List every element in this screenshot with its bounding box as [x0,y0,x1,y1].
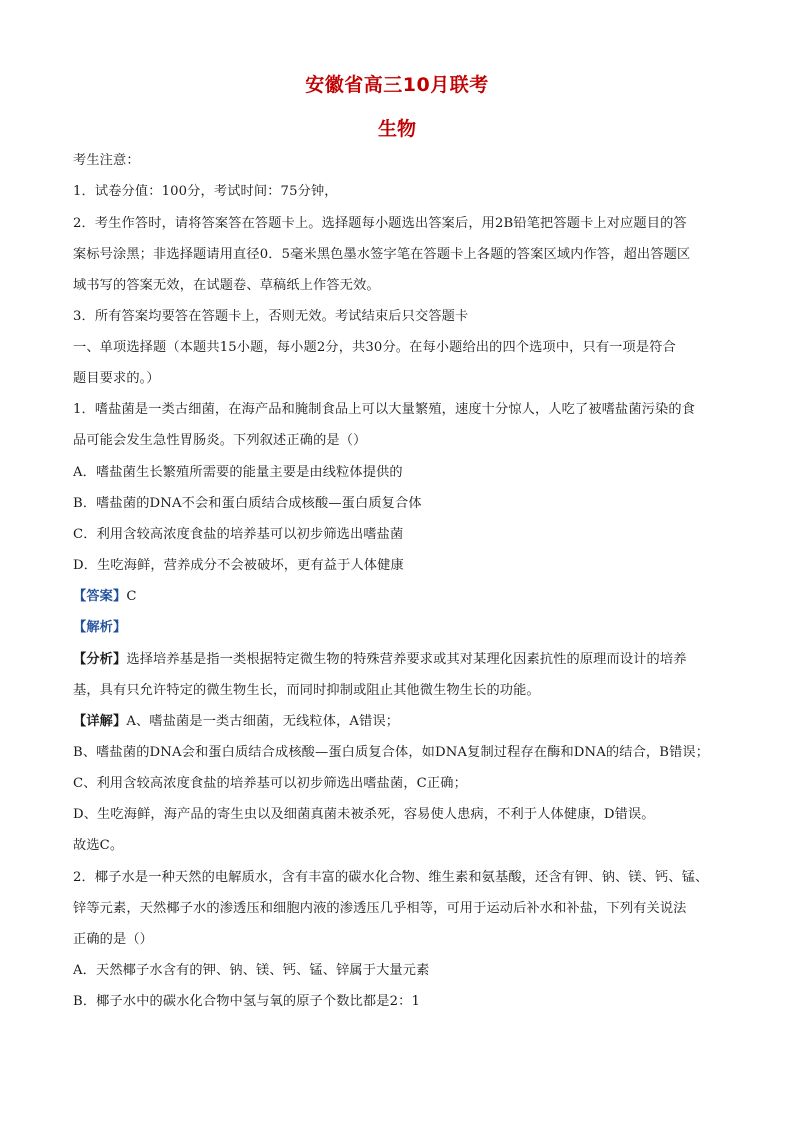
analysis-tag: 【解析】 [73,620,127,635]
q1-analysis [73,619,126,637]
q2-stem-line-2: 锌等元素，天然椰子水的渗透压和细胞内液的渗透压几乎相等，可用于运动后补水和补盐，下列有关说法 [73,901,687,916]
notice-item-3: 3．所有答案均要答在答题卡上，否则无效。考试结束后只交答题卡 [73,309,469,324]
exam-title: 安徽省高三10月联考 [305,74,489,96]
section-1-heading-line-2: 题目要求的。） [73,371,160,386]
notice-item-2-line-1: 2．考生作答时，请将答案答在答题卡上。选择题每小题选出答案后，用2B铅笔把答题卡上对应题目的答 [73,216,687,231]
q1-option-a: A．嗜盐菌生长繁殖所需要的能量主要是由线粒体提供的 [73,465,403,480]
q1-option-b: B．嗜盐菌的DNA不会和蛋白质结合成核酸—蛋白质复合体 [73,496,422,511]
notice-item-2-line-3: 域书写的答案无效，在试题卷、草稿纸上作答无效。 [73,278,380,293]
q1-stem-line-1: 1．嗜盐菌是一类古细菌，在海产品和腌制食品上可以大量繁殖，速度十分惊人，人吃了被嗜盐菌污染的食 [73,402,696,417]
section-1-heading-line-1: 一、单项选择题（本题共15小题，每小题2分，共30分。在每小题给出的四个选项中，只有一项是符合 [73,340,676,355]
q1-option-c: C．利用含较高浓度食盐的培养基可以初步筛选出嗜盐菌 [73,527,404,542]
subject-title: 生物 [377,118,416,140]
q1-fenxi-line-2: 基，具有只允许特定的微生物生长，而同时抑制或阻止其他微生物生长的功能。 [73,683,540,698]
q1-xiangjie-d: D、生吃海鲜，海产品的寄生虫以及细菌真菌未被杀死，容易使人患病，不利于人体健康，D错误。 [73,807,655,822]
q1-fenxi-line-1 [73,651,687,669]
q1-xiangjie-b: B、嗜盐菌的DNA会和蛋白质结合成核酸—蛋白质复合体，如DNA复制过程存在酶和DNA的结合，B错误； [73,745,710,760]
q1-option-d: D．生吃海鲜，营养成分不会被破坏，更有益于人体健康 [73,558,404,573]
fenxi-text: 选择培养基是指一类根据特定微生物的特殊营养要求或其对某理化因素抗性的原理而设计的培养 [126,652,687,667]
q1-answer [73,588,137,606]
q1-xiangjie-c: C、利用含较高浓度食盐的培养基可以初步筛选出嗜盐菌，C正确； [73,776,467,791]
xiangjie-a-text: A、嗜盐菌是一类古细菌，无线粒体，A错误； [126,714,400,729]
q1-stem-line-2: 品可能会发生急性胃肠炎。下列叙述正确的是（） [73,433,367,448]
q2-option-a: A．天然椰子水含有的钾、钠、镁、钙、锰、锌属于大量元素 [73,963,430,978]
answer-tag: 【答案】 [73,589,127,604]
fenxi-tag: 【分析】 [73,652,127,667]
q1-xiangjie-a [73,713,399,731]
q2-stem-line-1: 2．椰子水是一种天然的电解质水，含有丰富的碳水化合物、维生素和氨基酸，还含有钾、钠、镁、钙、锰、 [73,870,709,885]
answer-value: C [126,589,137,604]
xiangjie-tag: 【详解】 [73,714,127,729]
notice-item-2-line-2: 案标号涂黑；非选择题请用直径0．5毫米黑色墨水签字笔在答题卡上各题的答案区域内作答，超出答题区 [73,247,691,262]
q2-stem-line-3: 正确的是（） [73,932,154,947]
notice-heading: 考生注意： [73,153,140,168]
notice-item-1: 1．试卷分值：100分，考试时间：75分钟， [73,184,338,199]
q1-conclusion: 故选C。 [73,838,124,853]
q2-option-b: B．椰子水中的碳水化合物中氢与氧的原子个数比都是2：1 [73,994,421,1009]
